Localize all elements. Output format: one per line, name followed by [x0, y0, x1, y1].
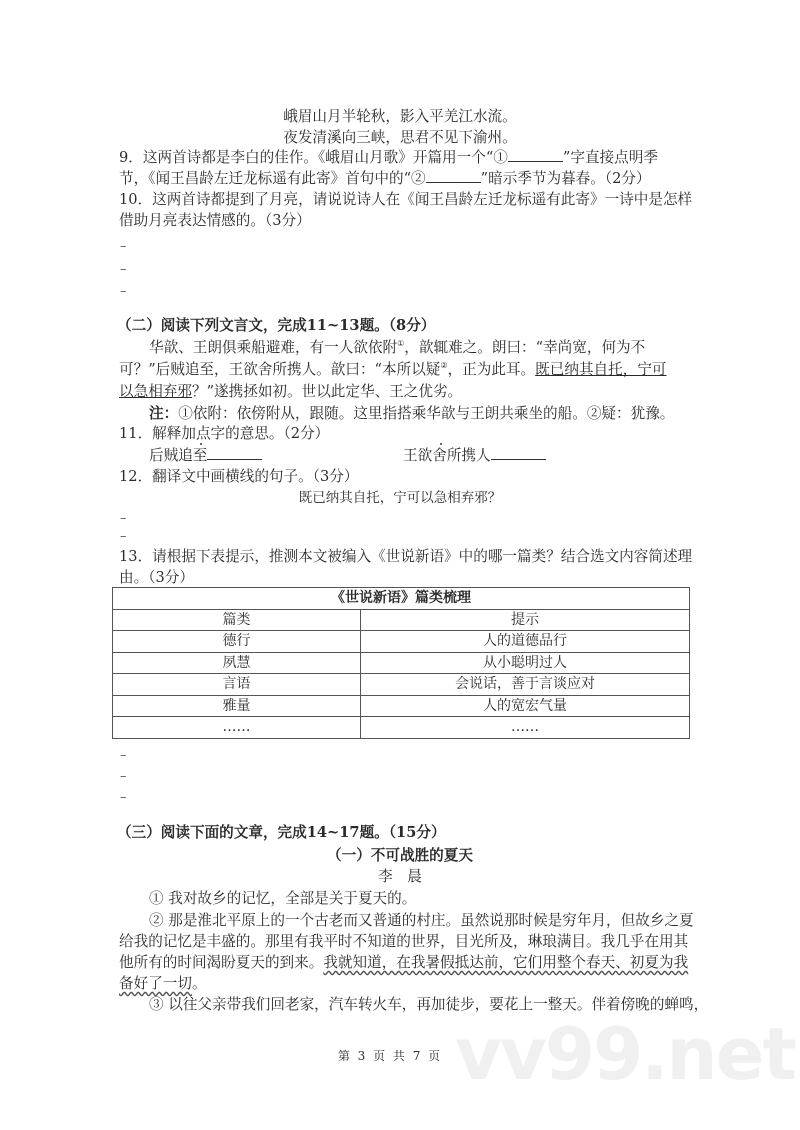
- cell: ……: [361, 717, 690, 739]
- passage-line: [119, 359, 684, 380]
- table-header: 提示: [361, 609, 690, 631]
- question-13-cont: 由。（3分）: [119, 569, 194, 586]
- article-author: 李 晨: [378, 868, 422, 885]
- cell: 会说话，善于言谈应对: [361, 674, 690, 696]
- question-12: 12．翻译文中画横线的句子。（3分）: [119, 468, 359, 485]
- category-table: [112, 587, 690, 739]
- table-row: [113, 631, 690, 653]
- wavy-underlined-sentence: 我就知道，在我暑假抵达前，它们用整个春天、初夏为我: [323, 954, 689, 971]
- article-title: （一）不可战胜的夏天: [327, 847, 473, 864]
- question-10-cont: 借助月亮表达情感的。（3分）: [119, 212, 311, 229]
- poem-line: 夜发清溪向三峡，思君不见下渝州。: [283, 129, 517, 146]
- answer-blank-2[interactable]: [426, 168, 481, 183]
- paragraph-line: ② 那是淮北平原上的一个古老而又普通的村庄。虽然说那时候是穷年月，但故乡之夏: [149, 912, 694, 929]
- page-number: 第 3 页 共 7 页: [337, 1049, 443, 1063]
- question-11: 11．解释加点字的意思。（2分）: [119, 425, 330, 442]
- poem-line: 峨眉山月半轮秋，影入平羌江水流。: [283, 108, 517, 125]
- text: 后贼追: [149, 447, 193, 464]
- q11-item-a: [149, 445, 349, 466]
- cell: 言语: [113, 674, 361, 696]
- answer-line[interactable]: –: [120, 284, 127, 299]
- section-3-heading: （三）阅读下面的文章，完成14~17题。（15分）: [117, 824, 446, 841]
- note-label: 注：: [149, 405, 179, 422]
- answer-line[interactable]: –: [120, 239, 127, 254]
- table-row: [113, 674, 690, 696]
- cell: ……: [113, 717, 361, 739]
- question-10: 10．这两首诗都提到了月亮，请说说诗人在《闻王昌龄左迁龙标遥有此寄》一诗中是怎样: [119, 191, 693, 208]
- q9-text: 9．这两首诗都是李白的佳作。《峨眉山月歌》开篇用一个“①: [119, 149, 508, 166]
- note: [149, 403, 714, 424]
- table-header: 篇类: [113, 609, 361, 631]
- q12-sentence: 既已纳其自托，宁可以急相弃邪？: [298, 490, 502, 506]
- table-row: [113, 717, 690, 739]
- cell: 夙慧: [113, 652, 361, 674]
- note-text: ①依附：依傍附从，跟随。这里指搭乘华歆与王朗共乘坐的船。②疑：犹豫。: [178, 405, 675, 422]
- answer-line[interactable]: –: [120, 748, 127, 763]
- underlined-sentence: 既已纳其自托，宁可: [535, 361, 667, 378]
- underlined-sentence: 以急相弃邪: [119, 383, 192, 400]
- cell: 雅量: [113, 695, 361, 717]
- dotted-char: 至: [192, 447, 208, 464]
- question-9-cont: [119, 168, 684, 189]
- answer-line[interactable]: –: [120, 262, 127, 277]
- question-13: 13．请根据下表提示，推测本文被编入《世说新语》中的哪一篇类？结合选文内容简述理: [119, 548, 693, 565]
- cell: 人的道德品行: [361, 631, 690, 653]
- text: ？”遂携拯如初。世以此定华、王之优劣。: [191, 383, 463, 400]
- paragraph-line: [119, 973, 684, 994]
- answer-blank[interactable]: [491, 445, 546, 460]
- text: 。: [191, 975, 207, 992]
- paragraph-line: [119, 952, 689, 973]
- dotted-char: 舍: [432, 447, 447, 464]
- table-title: 《世说新语》篇类梳理: [113, 588, 690, 610]
- text: ，歆辄难之。朗曰：“幸尚宽，何为不: [404, 339, 646, 356]
- section-2-heading: （二）阅读下列文言文，完成11~13题。（8分）: [117, 317, 436, 334]
- wavy-underlined-sentence: 备好了一切: [119, 975, 192, 992]
- cell: 从小聪明过人: [361, 652, 690, 674]
- answer-line[interactable]: –: [120, 511, 127, 526]
- q9-text: ”暗示季节为暮春。（2分）: [480, 170, 651, 187]
- answer-line[interactable]: –: [120, 529, 127, 544]
- q11-item-b: [403, 445, 603, 466]
- text: 他所有的时间渴盼夏天的到来。: [119, 954, 324, 971]
- answer-blank-1[interactable]: [508, 147, 563, 162]
- footnote-mark: ①: [397, 339, 405, 349]
- paragraph-line: ③ 以往父亲带我们回老家，汽车转火车，再加徒步，要花上一整天。伴着傍晚的蝉鸣，: [149, 996, 709, 1013]
- answer-line[interactable]: –: [120, 769, 127, 784]
- text: ，正为此耳。: [447, 361, 536, 378]
- q9-text: 节，《闻王昌龄左迁龙标遥有此寄》首句中的“②: [119, 170, 426, 187]
- answer-blank[interactable]: [207, 445, 262, 460]
- text: 可？”后贼追至，王欲舍所携人。歆曰：“本所以疑: [119, 361, 441, 378]
- paragraph-line: 给我的记忆是丰盛的。那里有我平时不知道的世界，目光所及，琳琅满目。我几乎在用其: [119, 933, 689, 950]
- text: 所携人: [446, 447, 491, 464]
- passage-line: [149, 337, 714, 358]
- footnote-mark: ②: [440, 361, 448, 371]
- paragraph-line: ① 我对故乡的记忆，全部是关于夏天的。: [149, 890, 417, 907]
- text: 华歆、王朗俱乘船避难，有一人欲依附: [149, 339, 398, 356]
- watermark: vv99.net: [455, 1012, 795, 1096]
- passage-line: [119, 381, 684, 402]
- question-9: [119, 147, 684, 168]
- cell: 人的宽宏气量: [361, 695, 690, 717]
- table-row: [113, 695, 690, 717]
- cell: 德行: [113, 631, 361, 653]
- table-row: [113, 652, 690, 674]
- answer-line[interactable]: –: [120, 790, 127, 805]
- text: 王欲: [403, 447, 433, 464]
- q9-text: ”字直接点明季: [562, 149, 658, 166]
